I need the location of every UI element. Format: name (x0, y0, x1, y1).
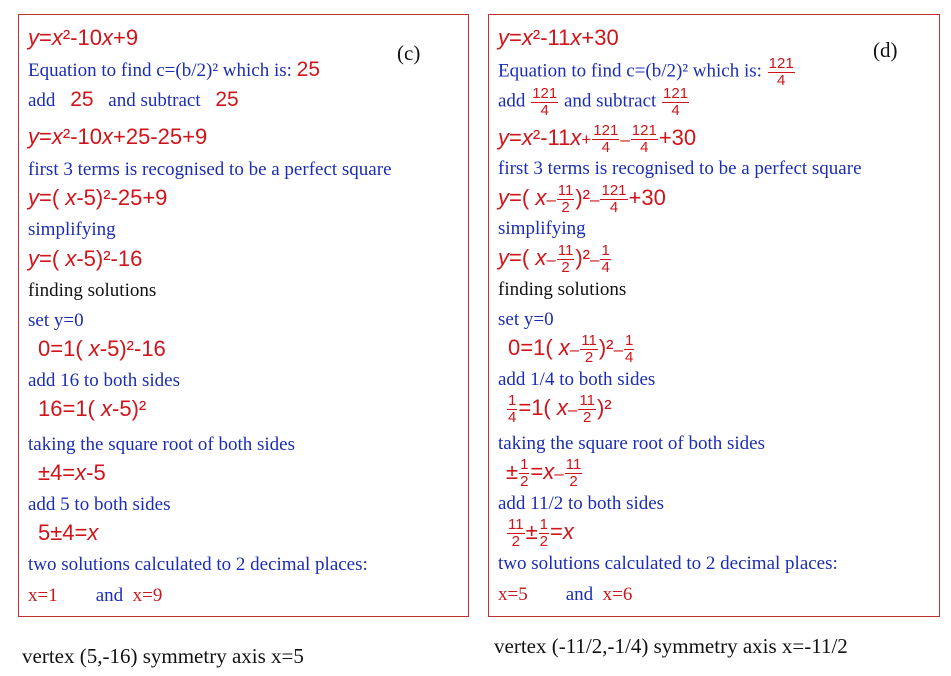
fraction: $\frac{121}{4}$ (768, 55, 794, 89)
equation-line: y=( x– $\frac{11}{2}$ )²– $\frac{1}{4}$ (498, 242, 610, 276)
equation-line: 0=1( x– $\frac{11}{2}$ )²– $\frac{1}{4}$ (508, 332, 634, 366)
text-line: finding solutions (28, 280, 157, 301)
text-line: add 1/4 to both sides (498, 369, 656, 390)
solutions-line: x=1 and x=9 (28, 585, 163, 606)
text-line: set y=0 (498, 309, 554, 330)
vertex-note-d: vertex (-11/2,-1/4) symmetry axis x=-11/2 (494, 634, 848, 658)
panel-label: (d) (873, 38, 898, 62)
equation-line: $\frac{1}{4}$ =1( x– $\frac{11}{2}$ )² (508, 392, 612, 426)
panel-d (488, 14, 940, 617)
text-line: two solutions calculated to 2 decimal places: (28, 554, 368, 575)
panel-c (18, 14, 469, 617)
equation-line: y=x²-10x+25-25+9 (28, 124, 208, 149)
fraction: $\frac{121}{4}$ (663, 85, 689, 119)
text-line: add 11/2 to both sides (498, 493, 665, 514)
equation-line: 0=1( x-5)²-16 (38, 336, 166, 361)
text-line: add 5 to both sides (28, 494, 171, 515)
equation-line: ± $\frac{1}{2}$ =x– $\frac{11}{2}$ (506, 456, 582, 490)
equation-line: y=x²-10x+9 (28, 25, 139, 50)
equation-line: 5±4=x (38, 520, 99, 545)
text-line: taking the square root of both sides (28, 434, 296, 455)
equation-line: $\frac{11}{2}$ ± $\frac{1}{2}$ =x (508, 516, 574, 550)
equation-line: y=( x-5)²-16 (28, 246, 143, 271)
panel-label: (c) (397, 41, 421, 65)
text-line: two solutions calculated to 2 decimal places: (498, 553, 838, 574)
equation-line: y=( x– $\frac{11}{2}$ )²– $\frac{121}{4}$ +30 (498, 182, 666, 216)
equation-line: y=x²-11x+ $\frac{121}{4}$ – $\frac{121}{4}$ +30 (498, 122, 697, 156)
text-line: add 25 and subtract 25 (28, 88, 239, 111)
equation-line: y=( x-5)²-25+9 (28, 185, 168, 210)
text-line: set y=0 (28, 310, 84, 331)
text-line: simplifying (28, 219, 116, 240)
fraction: $\frac{121}{4}$ (532, 85, 558, 119)
text-line: first 3 terms is recognised to be a perfect square (498, 158, 862, 179)
text-line: add $\frac{121}{4}$ and subtract $\frac{121}{4}$ (498, 85, 689, 119)
text-line: Equation to find c=(b/2)² which is: 25 (28, 58, 321, 81)
text-line: taking the square root of both sides (498, 433, 766, 454)
text-line: finding solutions (498, 279, 627, 300)
equation-line: y=x²-11x+30 (498, 25, 619, 50)
text-line: Equation to find c=(b/2)² which is: $\frac{121}{4}$ (498, 55, 794, 89)
text-line: simplifying (498, 218, 586, 239)
solutions-line: x=5 and x=6 (498, 584, 633, 605)
text-line: add 16 to both sides (28, 370, 180, 391)
equation-line: ±4=x-5 (38, 460, 106, 485)
vertex-note-c: vertex (5,-16) symmetry axis x=5 (22, 644, 304, 668)
equation-line: 16=1( x-5)² (38, 396, 147, 421)
text-line: first 3 terms is recognised to be a perfect square (28, 159, 392, 180)
